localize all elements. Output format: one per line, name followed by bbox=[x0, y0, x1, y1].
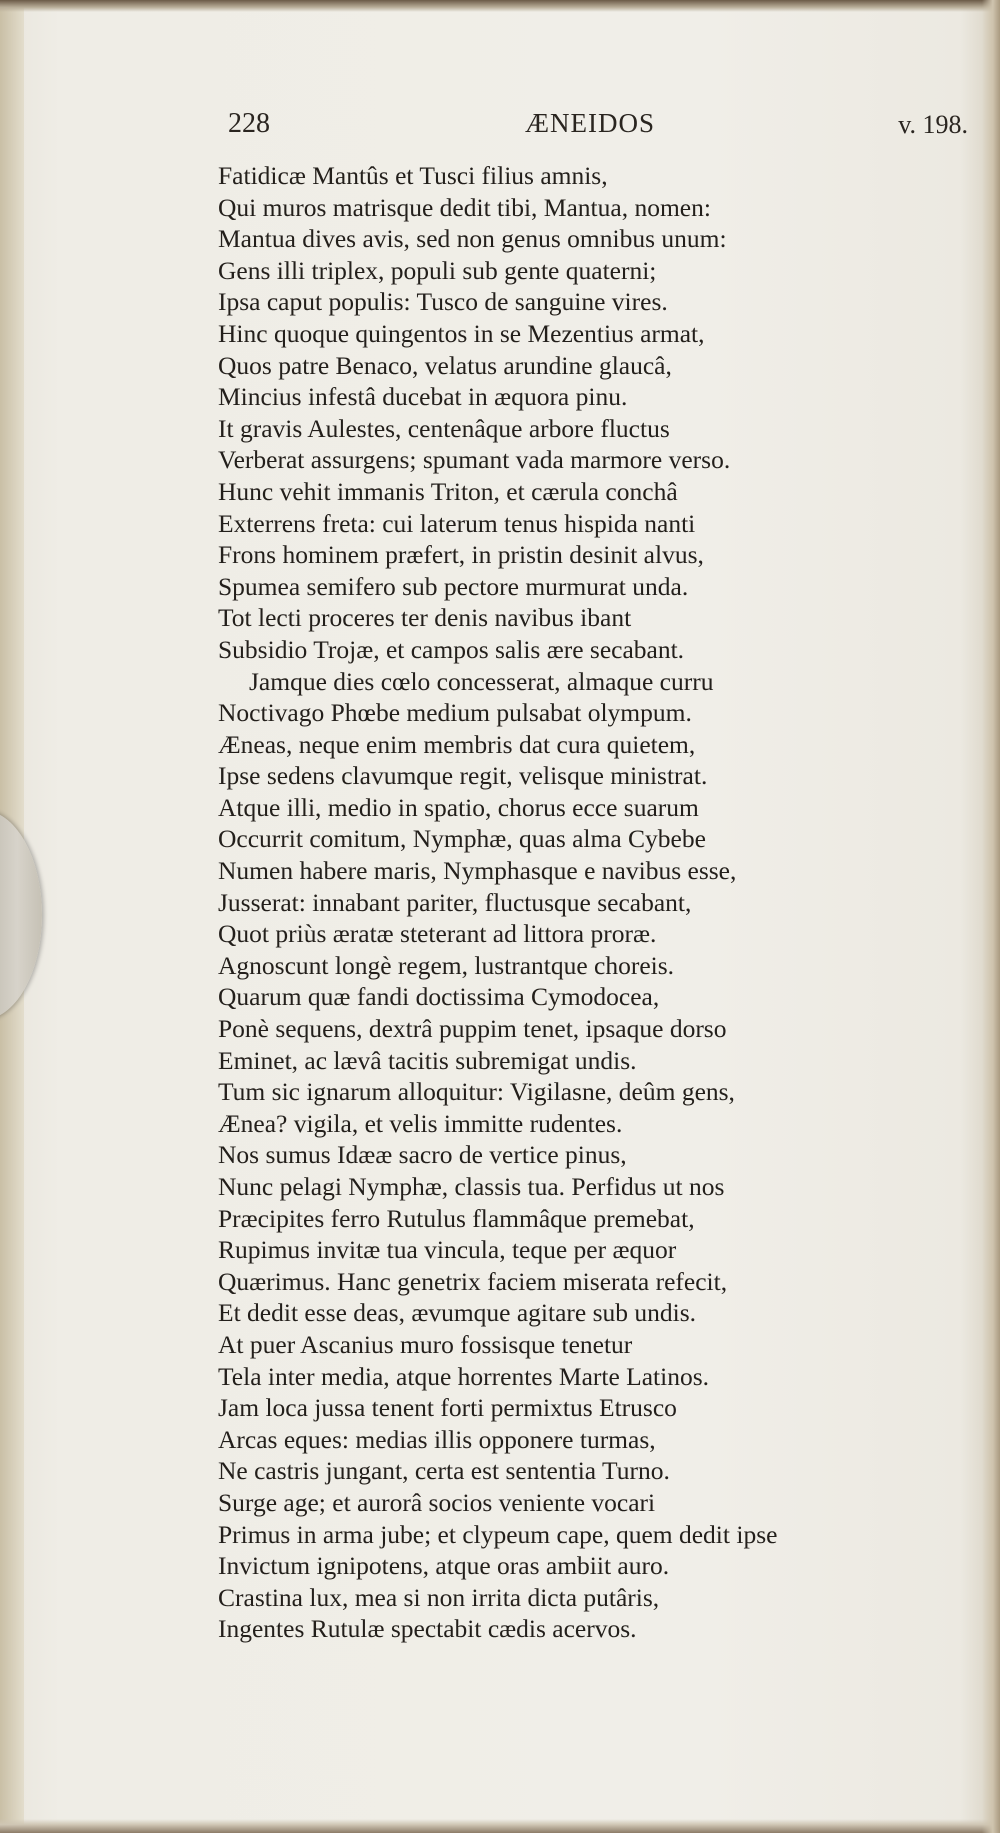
verse-line: Quot priùs æratæ steterant ad littora proræ. bbox=[218, 919, 657, 949]
verse-line: Ænea? vigila, et velis immitte rudentes. bbox=[218, 1108, 623, 1138]
verse-line: Agnoscunt longè regem, lustrantque choreis. bbox=[218, 950, 675, 980]
page-top-edge bbox=[0, 0, 1000, 12]
verse-line: Tela inter media, atque horrentes Marte Latinos. bbox=[218, 1361, 710, 1391]
verse-line: Tot lecti proceres ter denis navibus ibant bbox=[218, 603, 632, 633]
verse-line: Æneas, neque enim membris dat cura quietem, bbox=[218, 729, 696, 759]
verse-line: Eminet, ac lævâ tacitis subremigat undis. bbox=[218, 1045, 637, 1075]
verse-line: Gens illi triplex, populi sub gente quaterni; bbox=[218, 255, 657, 285]
verse-line: Præcipites ferro Rutulus flammâque premebat, bbox=[218, 1203, 695, 1233]
verse-line: Et dedit esse deas, ævumque agitare sub undis. bbox=[218, 1298, 697, 1328]
verse-line: Nunc pelagi Nymphæ, classis tua. Perfidus ut nos bbox=[218, 1172, 725, 1201]
verse-line: Exterrens freta: cui laterum tenus hispida nanti bbox=[218, 508, 696, 538]
verse-line: Quos patre Benaco, velatus arundine glaucâ, bbox=[218, 350, 672, 380]
verse-line: Quarum quæ fandi doctissima Cymodocea, bbox=[218, 982, 660, 1012]
verse-line: Ne castris jungant, certa est sententia Turno. bbox=[218, 1456, 670, 1486]
page-number: 228 bbox=[228, 108, 270, 139]
verse-line: Crastina lux, mea si non irrita dicta putâris, bbox=[218, 1582, 660, 1612]
verse-line: Jusserat: innabant pariter, fluctusque secabant, bbox=[218, 887, 692, 917]
verse-line: Atque illi, medio in spatio, chorus ecce suarum bbox=[218, 792, 699, 822]
verse-line: Ipse sedens clavumque regit, velisque ministrat. bbox=[218, 761, 708, 791]
verse-line: Hinc quoque quingentos in se Mezentius armat, bbox=[218, 318, 705, 348]
verse-line: Numen habere maris, Nymphasque e navibus esse, bbox=[218, 856, 737, 886]
verse-line: Quærimus. Hanc genetrix faciem miserata refecit, bbox=[218, 1266, 728, 1296]
verse-line: Spumea semifero sub pectore murmurat unda. bbox=[218, 571, 689, 601]
verse-line: It gravis Aulestes, centenâque arbore fluctus bbox=[218, 413, 670, 443]
page-header bbox=[228, 108, 968, 148]
verse-line: Qui muros matrisque dedit tibi, Mantua, nomen: bbox=[218, 192, 711, 222]
verse-line: Mantua dives avis, sed non genus omnibus unum: bbox=[218, 224, 727, 254]
running-head: ÆNEIDOS bbox=[525, 108, 656, 138]
page-right-edge bbox=[982, 0, 1000, 1833]
verse-line: Verberat assurgens; spumant vada marmore verso. bbox=[218, 445, 731, 475]
page-bottom-edge bbox=[0, 1819, 1000, 1833]
verse-line: Occurrit comitum, Nymphæ, quas alma Cybebe bbox=[218, 824, 706, 854]
verse-line: Invictum ignipotens, atque oras ambiit auro. bbox=[218, 1551, 670, 1581]
verse-line: Subsidio Trojæ, et campos salis ære secabant. bbox=[218, 634, 685, 664]
verse-line: Primus in arma jube; et clypeum cape, quem dedit ipse bbox=[218, 1519, 778, 1549]
verse-line: Nos sumus Idææ sacro de vertice pinus, bbox=[218, 1140, 627, 1170]
verse-line: Hunc vehit immanis Triton, et cærula conchâ bbox=[218, 476, 678, 506]
verse-line: Tum sic ignarum alloquitur: Vigilasne, deûm gens, bbox=[218, 1077, 735, 1107]
verse-line: Mincius infestâ ducebat in æquora pinu. bbox=[218, 382, 628, 412]
verse-line: Noctivago Phœbe medium pulsabat olympum. bbox=[218, 698, 692, 728]
verse-line: Jam loca jussa tenent forti permixtus Etrusco bbox=[218, 1393, 677, 1423]
line-reference: v. 198. bbox=[898, 110, 968, 139]
verse-line: Ponè sequens, dextrâ puppim tenet, ipsaque dorso bbox=[218, 1014, 727, 1044]
verse-line: Ingentes Rutulæ spectabit cædis acervos. bbox=[218, 1614, 637, 1644]
verse-line: At puer Ascanius muro fossisque tenetur bbox=[218, 1329, 633, 1359]
verse-line: Surge age; et aurorâ socios veniente vocari bbox=[218, 1487, 656, 1517]
verse-line: Rupimus invitæ tua vincula, teque per æquor bbox=[218, 1235, 677, 1265]
verse-line: Ipsa caput populis: Tusco de sanguine vires. bbox=[218, 287, 668, 317]
verse-line: Fatidicæ Mantûs et Tusci filius amnis, bbox=[218, 161, 608, 190]
verse-line: Frons hominem præfert, in pristin desinit alvus, bbox=[218, 540, 704, 570]
verse-text-block bbox=[218, 160, 978, 1645]
verse-line: Arcas eques: medias illis opponere turmas, bbox=[218, 1424, 656, 1454]
verse-line: Jamque dies cœlo concesserat, almaque curru bbox=[249, 666, 714, 696]
page-tab-marker bbox=[0, 810, 42, 1020]
